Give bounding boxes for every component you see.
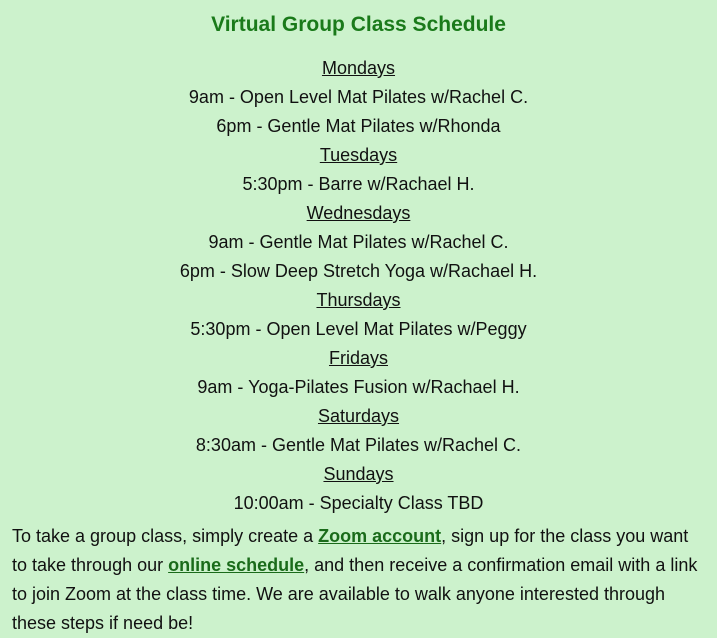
day-heading-fridays: Fridays [328, 348, 388, 368]
day-heading-wednesdays: Wednesdays [306, 203, 411, 223]
title-spacer [12, 38, 705, 54]
day-heading-thursdays: Thursdays [316, 290, 401, 310]
day-heading-sundays: Sundays [323, 464, 394, 484]
class-entry: 8:30am - Gentle Mat Pilates w/Rachel C. [195, 435, 522, 455]
zoom-account-link[interactable]: Zoom account [318, 526, 442, 546]
instructions-paragraph [12, 522, 705, 638]
class-entry: 9am - Open Level Mat Pilates w/Rachel C. [188, 87, 529, 107]
class-entry: 5:30pm - Open Level Mat Pilates w/Peggy [190, 319, 527, 339]
class-entry: 9am - Gentle Mat Pilates w/Rachel C. [208, 232, 509, 252]
schedule-list [12, 54, 705, 518]
class-entry: 5:30pm - Barre w/Rachael H. [242, 174, 475, 194]
class-entry: 9am - Yoga-Pilates Fusion w/Rachael H. [197, 377, 520, 397]
class-entry: 6pm - Slow Deep Stretch Yoga w/Rachael H. [179, 261, 538, 281]
day-heading-saturdays: Saturdays [317, 406, 400, 426]
day-heading-mondays: Mondays [321, 58, 396, 78]
class-entry: 6pm - Gentle Mat Pilates w/Rhonda [216, 116, 501, 136]
instructions-text-part1: To take a group class, simply create a [12, 526, 319, 546]
instructions-text-part2: , sign up for the class you want to take through our [12, 526, 689, 575]
online-schedule-link[interactable]: online schedule [168, 555, 305, 575]
class-entry: 10:00am - Specialty Class TBD [233, 493, 484, 513]
day-heading-tuesdays: Tuesdays [319, 145, 398, 165]
instructions-text-part3: , and then receive a confirmation email with a link to join Zoom at the class time. We are available to walk anyone interested through these steps if need be! [12, 555, 698, 633]
page-title: Virtual Group Class Schedule [211, 13, 506, 36]
